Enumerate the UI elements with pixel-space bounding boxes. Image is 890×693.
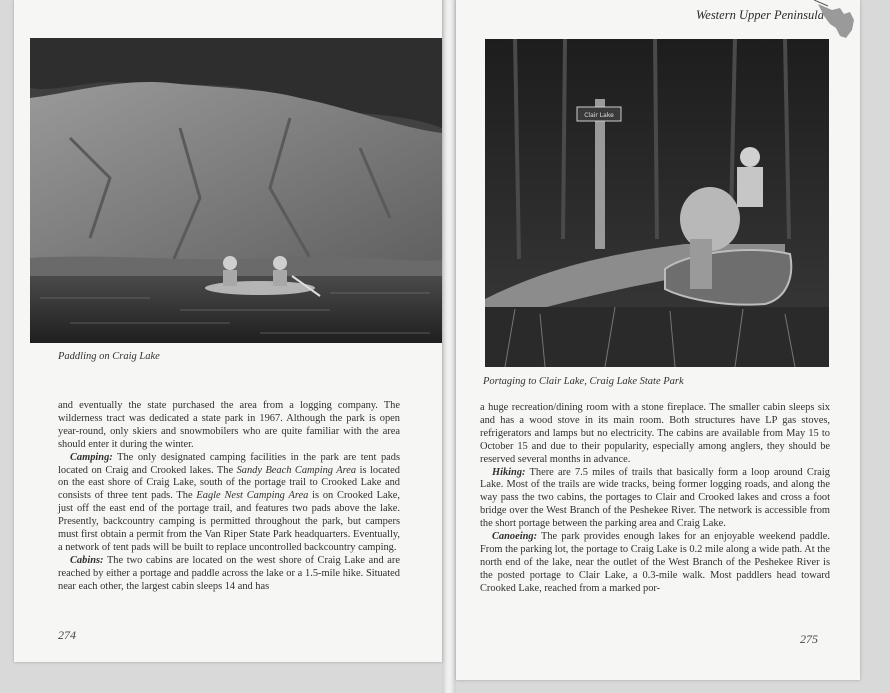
- book-gutter: [442, 0, 456, 693]
- paragraph: and eventually the state purchased the area from a logging company. The wilderness tract was dedicated a state park in 1967. Although the park is open year-round, only skiers and snowmobilers who are quite familiar with the area should enter it during the winter.: [58, 400, 400, 450]
- text-run: The park provides enough lakes for an enjoyable weekend paddle. From the parking lot, the portage to Craig Lake is 0.2 mile along a wide path. At the north end of the lake, near the outlet of the West Branch of the Peshekee River is the posted portage to Clair Lake, a 0.3-mile walk. Most paddlers head toward Crooked Lake, reached from a marked por-: [480, 531, 830, 594]
- section-heading-canoeing: Canoeing:: [492, 531, 538, 543]
- michigan-up-map-icon: [814, 0, 858, 42]
- cabins-paragraph: [58, 555, 400, 594]
- left-body-text: [58, 400, 400, 594]
- section-heading-hiking: Hiking:: [492, 466, 526, 478]
- canoeing-paragraph: [480, 531, 830, 596]
- right-body-text: [480, 402, 830, 596]
- photo-paddling: [30, 38, 442, 343]
- photo-caption: Paddling on Craig Lake: [58, 351, 160, 362]
- camping-paragraph: [58, 452, 400, 555]
- page-number: 275: [800, 632, 818, 646]
- section-heading-camping: Camping:: [70, 451, 113, 463]
- photo-portaging: [485, 39, 829, 367]
- running-head: Western Upper Peninsula: [696, 8, 824, 22]
- section-heading-cabins: Cabins:: [70, 554, 104, 566]
- paragraph: a huge recreation/dining room with a stone fireplace. The smaller cabin sleeps six and has a wood stove in its main room. Both structures have LP gas stoves, refrigerators and lamps but no electricity. The cabins are available from May 15 to October 15 and due to their popularity, especially among anglers, they should be reserved several months in advance.: [480, 402, 830, 465]
- page-number: 274: [58, 628, 76, 642]
- right-page: [456, 0, 860, 680]
- text-run: is on Crooked Lake, just off the east end of the portage trail, and features two pads above the lake. Presently, backcountry camping is permitted throughout the park, but campers must first obtain a permit from the Van Riper State Park headquarters. Eventually, a network of tent pads will be built to replace uncontrolled backcountry camping.: [58, 490, 401, 553]
- text-run: There are 7.5 miles of trails that basically form a loop around Craig Lake. Most of the trails are wide tracks, being former logging roads, and along the way pass the two cabins, the portages to Clair and Crooked lakes and cross a foot bridge over the West Branch of the Peshekee River. The network is accessible from the short portage between the parking area and Craig Lake.: [480, 466, 830, 530]
- camping-area-name: Eagle Nest Camping Area: [196, 490, 309, 502]
- left-page: [14, 0, 442, 662]
- text-run: The only designated camping facilities in the park are tent pads located on Craig and Crooked lakes. The: [58, 451, 400, 476]
- camping-area-name: Sandy Beach Camping Area: [236, 464, 357, 476]
- portage-sign-text: Clair Lake: [584, 112, 614, 119]
- text-run: is located on the east shore of Craig Lake, south of the portage trail to Crooked Lake and consists of three tent pads. The: [58, 464, 400, 502]
- photo-caption: Portaging to Clair Lake, Craig Lake State Park: [483, 376, 684, 387]
- text-run: The two cabins are located on the west shore of Craig Lake and are reached by either a portage and paddle across the lake or a 1.5-mile hike. Situated near each other, the largest cabin sleeps 14 and has: [58, 554, 400, 592]
- hiking-paragraph: [480, 467, 830, 532]
